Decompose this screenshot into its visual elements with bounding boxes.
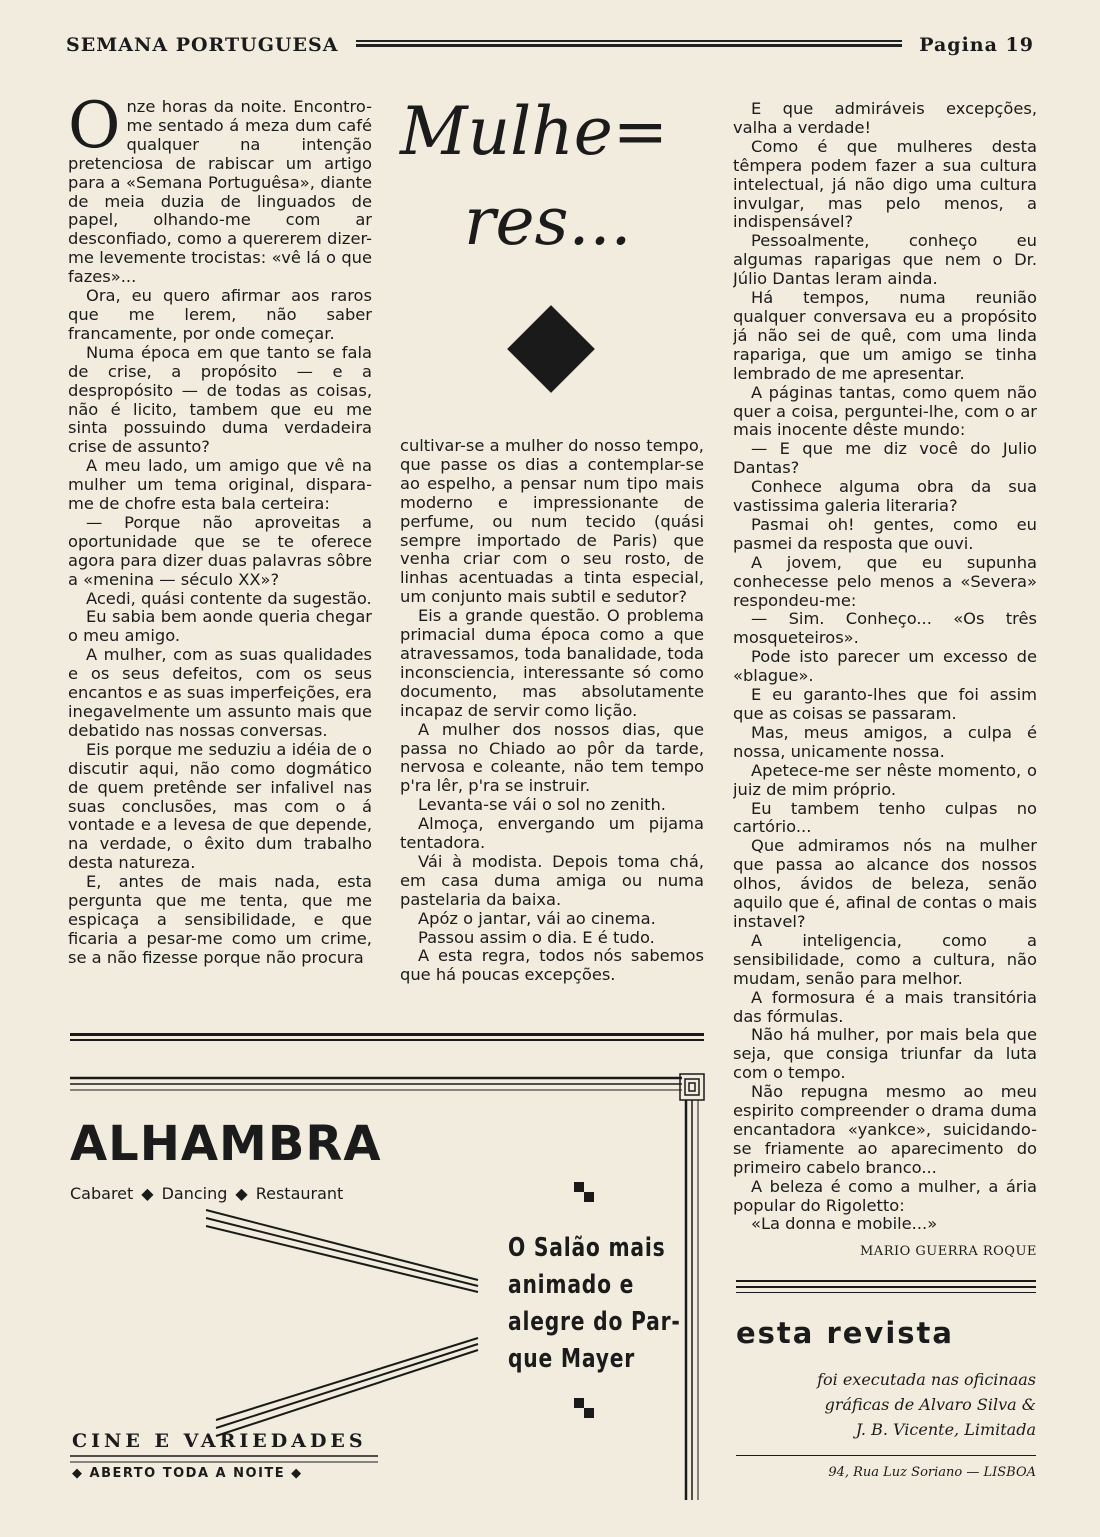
ad-open-hours: ◆ ABERTO TODA A NOITE ◆ — [72, 1466, 303, 1481]
paragraph: Apetece-me ser nêste momento, o juiz de mim próprio. — [733, 760, 1037, 799]
tagline-line: O Salão mais — [508, 1233, 666, 1263]
paragraph: E que admiráveis excepções, valha a verdade! — [733, 100, 1037, 137]
paragraph: Há tempos, numa reunião qualquer conversava eu a propósito já não sei de quê, com uma linda rapariga, que um amigo se tinha lembrado de me apresentar. — [733, 288, 1037, 383]
publication-title: SEMANA PORTUGUESA — [66, 34, 339, 56]
paragraph: Ora, eu quero afirmar aos raros que me lerem, não saber francamente, por onde começar. — [68, 286, 372, 343]
paragraph: — E que me diz você do Julio Dantas? — [733, 439, 1037, 478]
paragraph: A páginas tantas, como quem não quer a coisa, perguntei-lhe, com o ar mais inocente dêste mundo: — [733, 382, 1037, 440]
paragraph: Eu tambem tenho culpas no cartório... — [733, 798, 1037, 837]
paragraph: Eis porque me seduziu a idéia de o discutir aqui, não como dogmático de quem pretênde ser infalivel nas suas conclusões, mas com o á vontade e a levesa de que depende, na verdade, o êxito dum trabalho desta natureza. — [68, 739, 372, 873]
ad-tagline — [508, 1230, 681, 1378]
printer-title: esta revista — [736, 1316, 954, 1350]
paragraph: Apóz o jantar, vái ao cinema. — [418, 908, 656, 928]
tagline-line: que Mayer — [508, 1344, 636, 1374]
paragraph: Acedi, quási contente da sugestão. — [86, 588, 372, 608]
ad-brand-name: ALHAMBRA — [70, 1116, 382, 1172]
service-item: Dancing — [161, 1184, 228, 1203]
paragraph: — Porque não aproveitas a oportunidade que se te oferece agora para dizer duas palavras sôbre a «menina — século XX»? — [68, 512, 372, 589]
tagline-line: animado e — [508, 1270, 635, 1300]
paragraph: A beleza é como a mulher, a ária popular do Rigoletto: — [733, 1176, 1037, 1215]
article-column-2 — [400, 437, 704, 1003]
paragraph: A inteligencia, como a sensibilidade, como a cultura, não mudam, senão para melhor. — [733, 930, 1037, 988]
printer-line: foi executada nas oficinaas — [817, 1370, 1036, 1389]
printer-address: 94, Rua Luz Soriano — LISBOA — [828, 1465, 1036, 1480]
title-line-1: Mulhe= — [400, 93, 669, 170]
paragraph: Não repugna mesmo ao meu espirito compreender o drama duma encantadora «yankce», suicidando-se friamente ao aparecimento do primeiro cabelo branco... — [733, 1082, 1037, 1177]
divider-rule — [70, 1039, 704, 1041]
page-number: Pagina 19 — [919, 34, 1034, 56]
paragraph: cultivar-se a mulher do nosso tempo, que passe os dias a contemplar-se ao espelho, a pensar num tipo mais moderno e impressionante de perfume, ou num tecido (quási sempre importado de Paris) que venha criar com o seu rosto, de linhas acentuadas a tinta especial, um conjunto mais subtil e sedutor? — [400, 437, 704, 607]
service-item: Restaurant — [255, 1184, 344, 1203]
paragraph: A mulher dos nossos dias, que passa no Chiado ao pôr da tarde, nervosa e coleante, não tem tempo p'ra lêr, p'ra se instruir. — [400, 719, 704, 796]
paragraph: «La donna e mobile...» — [751, 1214, 938, 1234]
paragraph: Levanta-se vái o sol no zenith. — [418, 795, 666, 815]
paragraph: — Sim. Conheço... «Os três mosqueteiros». — [733, 609, 1037, 648]
paragraph: Que admiramos nós na mulher que passa ao alcance dos nossos olhos, ávidos de beleza, senão aquilo que é, afinal de contas o mais instavel? — [733, 836, 1037, 931]
paragraph: E eu garanto-lhes que foi assim que as coisas se passaram. — [733, 685, 1037, 723]
paragraph: A mulher, com as suas qualidades e os seus defeitos, com os seus encantos e as suas imperfeições, era inegavelmente um assunto mais que debatido nas nossas conversas. — [68, 645, 372, 740]
paragraph: A jovem, que eu supunha conhecesse pelo menos a «Severa» respondeu-me: — [733, 552, 1037, 610]
paragraph: Conhece alguma obra da sua vastissima galeria literaria? — [733, 477, 1037, 516]
paragraph: Vái à modista. Depois toma chá, em casa duma amiga ou numa pastelaria da baixa. — [400, 851, 704, 909]
printer-text — [740, 1367, 1036, 1442]
divider-rule — [70, 1033, 704, 1036]
paragraph: Numa época em que tanto se fala de crise, a propósito — e a despropósito — de todas as coisas, não é licito, tambem que eu me sinta possuindo duma verdadeira crise de assunto? — [68, 342, 372, 457]
ad-cine-label: CINE E VARIEDADES — [72, 1430, 367, 1452]
paragraph: A formosura é a mais transitória das fórmulas. — [733, 987, 1037, 1026]
paragraph: nze horas da noite. Encontro-me sentado á meza dum café qualquer na intenção pretenciosa de rabiscar um artigo para a «Semana Portuguêsa», diante de meia duzia de linguados de papel, olhando-me com ar desconfiado, como a quererem dizer-me levemente trocistas: «vê lá o que fazes»... — [68, 98, 372, 287]
paragraph: Eu sabia bem aonde queria chegar o meu amigo. — [68, 607, 372, 646]
article-column-1 — [68, 98, 372, 1004]
article-title — [400, 92, 710, 262]
diamond-ornament — [507, 305, 595, 393]
service-item: Cabaret — [70, 1184, 134, 1203]
divider-rule — [736, 1292, 1036, 1293]
paragraph: Pode isto parecer um excesso de «blague». — [733, 647, 1037, 686]
paragraph: Eis a grande questão. O problema primacial duma época como a que atravessamos, toda banalidade, toda inconsciencia, interessante só como documento, mas absolutamente incapaz de servir como lição. — [400, 606, 704, 720]
paragraph: A esta regra, todos nós sabemos que há poucas excepções. — [400, 946, 704, 985]
paragraph: A meu lado, um amigo que vê na mulher um tema original, dispara-me de chofre esta bala certeira: — [68, 456, 372, 514]
divider-rule — [736, 1455, 1036, 1456]
divider-rule — [736, 1286, 1036, 1288]
divider-rule — [736, 1280, 1036, 1282]
article-column-3 — [733, 100, 1037, 1270]
printer-line: J. B. Vicente, Limitada — [855, 1420, 1036, 1439]
paragraph: Pasmai oh! gentes, como eu pasmei da resposta que ouvi. — [733, 514, 1037, 553]
title-line-2: res... — [464, 183, 632, 260]
ad-services: Cabaret ◆ Dancing ◆ Restaurant — [70, 1184, 344, 1203]
paragraph: E, antes de mais nada, esta pergunta que me tenta, que me espicaça a sensibilidade, e que ficaria a pesar-me como um crime, se a não fizesse porque não procura — [68, 872, 372, 967]
author-signature: MARIO GUERRA ROQUE — [860, 1244, 1037, 1259]
paragraph: Almoça, envergando um pijama tentadora. — [400, 814, 704, 853]
paragraph: Não há mulher, por mais bela que seja, que consiga triunfar da luta com o tempo. — [733, 1025, 1037, 1083]
paragraph: Mas, meus amigos, a culpa é nossa, unicamente nossa. — [733, 722, 1037, 761]
paragraph: Passou assim o dia. E é tudo. — [418, 927, 655, 947]
printer-line: gráficas de Alvaro Silva & — [824, 1395, 1036, 1414]
drop-cap: O — [68, 98, 121, 163]
header-rule — [356, 40, 902, 47]
open-label: ABERTO TODA A NOITE — [89, 1466, 286, 1481]
paragraph: Pessoalmente, conheço eu algumas raparigas que nem o Dr. Júlio Dantas leram ainda. — [733, 231, 1037, 289]
tagline-line: alegre do Par- — [508, 1307, 681, 1337]
paragraph: Como é que mulheres desta têmpera podem fazer a sua cultura intelectual, já não digo uma cultura invulgar, mas pelo menos, a indispensável? — [733, 136, 1037, 232]
